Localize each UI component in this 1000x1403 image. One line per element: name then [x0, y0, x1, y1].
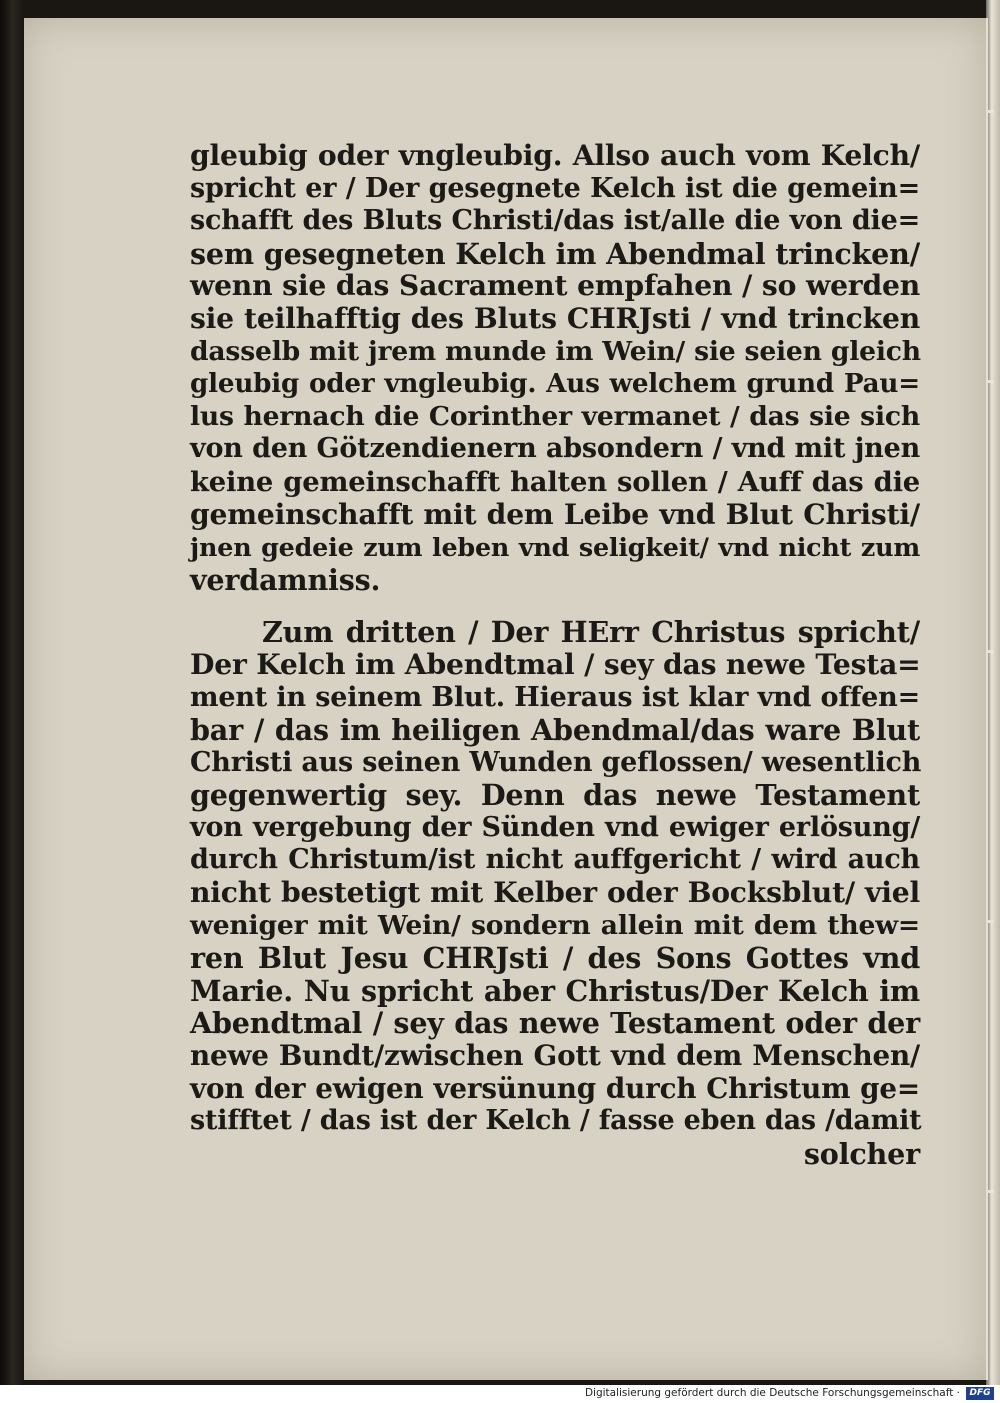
- text-line: dasselb mit jrem munde im Wein/ sie seien gleich: [190, 335, 921, 367]
- text-line: jnen gedeie zum leben vnd seligkeit/ vnd nicht zum: [190, 532, 920, 563]
- text-line: keine gemeinschafft halten sollen / Auff das die: [190, 465, 920, 498]
- page-edge: [986, 0, 1000, 1385]
- text-line: ren Blut Jesu CHRJsti / des Sons Gottes vnd: [190, 941, 920, 976]
- text-line: sem gesegneten Kelch im Abendmal trincken/: [190, 236, 920, 271]
- text-line: gegenwertig sey. Denn das newe Testament: [190, 778, 920, 813]
- text-line: lus hernach die Corinther vermanet / das sie sich: [190, 400, 920, 432]
- text-line: gemeinschafft mit dem Leibe vnd Blut Christi/: [190, 497, 920, 531]
- text-line: Der Kelch im Abendtmal / sey das newe Testa=: [190, 647, 921, 681]
- text-line: Marie. Nu spricht aber Christus/Der Kelch im: [190, 973, 920, 1008]
- text-line: nicht bestetigt mit Kelber oder Bocksblut/ viel: [190, 876, 920, 910]
- paragraph-1: [190, 140, 920, 596]
- text-line: Abendtmal / sey das newe Testament oder der: [190, 1006, 920, 1041]
- text-line: von der ewigen versünung durch Christum ge=: [190, 1071, 920, 1105]
- paragraph-2: [190, 616, 920, 1138]
- text-line: gleubig oder vngleubig. Allso auch vom Kelch/: [190, 139, 920, 172]
- dfg-logo[interactable]: DFG: [966, 1387, 994, 1400]
- text-line: von vergebung der Sünden vnd ewiger erlösung/: [190, 811, 920, 843]
- text-line: sie teilhafftig des Bluts CHRJsti / vnd trincken: [190, 301, 920, 335]
- footer-bar: [0, 1385, 1000, 1403]
- text-line: wenn sie das Sacrament empfahen / so werden: [190, 269, 920, 303]
- paragraph-gap: [190, 596, 920, 616]
- catchword: solcher: [803, 1136, 920, 1171]
- text-line: von den Götzendienern absondern / vnd mit jnen: [190, 433, 920, 465]
- text-line: bar / das im heiligen Abendmal/das ware Blut: [190, 713, 920, 748]
- page-text: [190, 140, 920, 1170]
- footer-credit: Digitalisierung gefördert durch die Deutsche Forschungsgemeinschaft ·: [584, 1387, 960, 1399]
- text-line: gleubig oder vngleubig. Aus welchem grund Pau=: [190, 368, 920, 400]
- binding-strip: [0, 0, 22, 1385]
- text-line: verdamniss.: [190, 562, 381, 597]
- text-line: newe Bundt/zwischen Gott vnd dem Menschen/: [190, 1039, 920, 1073]
- text-line: weniger mit Wein/ sondern allein mit dem thew=: [190, 909, 920, 941]
- text-line: Zum dritten / Der HErr Christus spricht/: [262, 615, 920, 650]
- text-line: schafft des Bluts Christi/das ist/alle die von die=: [190, 205, 920, 237]
- text-line: ment in seinem Blut. Hieraus ist klar vnd offen=: [190, 681, 920, 713]
- text-line: spricht er / Der gesegnete Kelch ist die gemein=: [190, 172, 920, 204]
- text-line: stifftet / das ist der Kelch / fasse eben das /damit: [190, 1105, 922, 1137]
- text-line: Christi aus seinen Wunden geflossen/ wesentlich: [190, 746, 922, 778]
- text-line: durch Christum/ist nicht auffgericht / wird auch: [190, 844, 920, 876]
